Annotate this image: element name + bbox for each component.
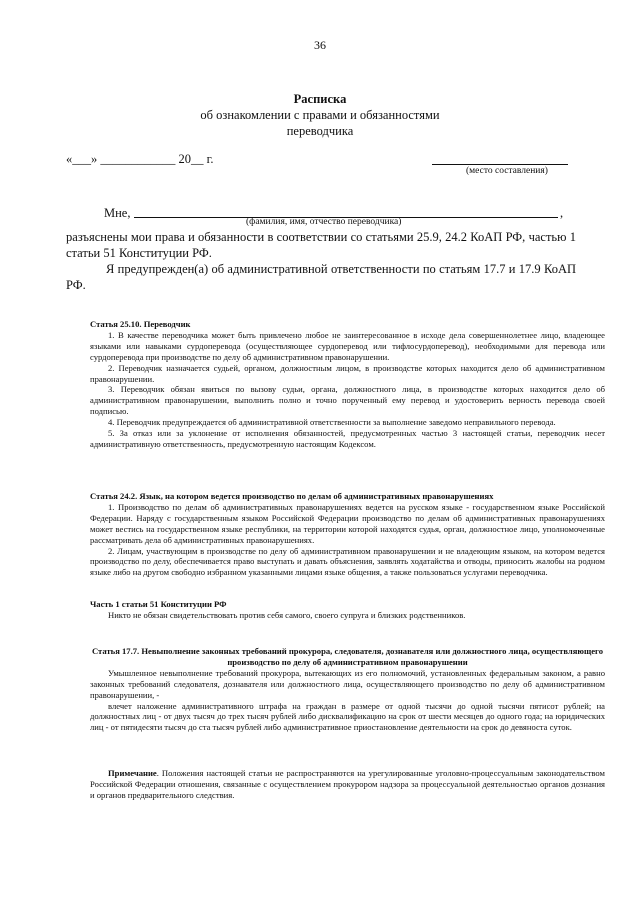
note-label: Примечание — [108, 768, 157, 778]
rights-text: разъяснены мои права и обязанности в соответствии со статьями 25.9, 24.2 КоАП РФ, частью 1 статьи 51 Конституции РФ. — [66, 230, 576, 260]
document-title: Расписка — [293, 92, 347, 106]
place-blank-line — [432, 164, 568, 165]
place-label: (место составления) — [466, 166, 548, 176]
warned-text-body: Я предупрежден(а) об административной ответственности по статьям 17.7 и 17.9 КоАП РФ. — [66, 262, 576, 292]
article-24-2-p1: 1. Производство по делам об административных правонарушениях ведется на русском языке - государственном языке Российской Федерации. Наряду с государственным языком Российской Федерации производство по делам об административных правонарушениях может вестись на государственном языке республики, на территории которой находятся судья, орган, должностное лицо, уполномоченные рассматривать дела об административных правонарушениях. — [90, 501, 605, 545]
article-17-7-p1: Умышленное невыполнение требований прокурора, вытекающих из его полномочий, установленных федеральным законом, а равно законных требований следователя, дознавателя или должностного лица, осуществляющего производство по делу об административном правонарушении, - — [90, 667, 605, 700]
article-24-2-heading: Статья 24.2. Язык, на котором ведется производство по делам об административных правонарушениях — [90, 491, 494, 501]
fio-label: (фамилия, имя, отчество переводчика) — [246, 217, 402, 227]
note-text: . Положения настоящей статьи не распространяются на урегулированные уголовно-процессуальным законодательством Российской Федерации отношения, связанные с осуществлением прокурором надзора за процессуальной деятельностью органов дознания и органов предварительного следствия. — [90, 768, 605, 800]
constitution-text: Никто не обязан свидетельствовать против себя самого, своего супруга и близких родственников. — [108, 609, 466, 620]
page-number: 36 — [314, 38, 326, 52]
article-25-10-heading: Статья 25.10. Переводчик — [90, 319, 191, 329]
article-24-2-p2: 2. Лицам, участвующим в производстве по делу об административном правонарушении и не владеющим языком, на котором ведется производство по делу, обеспечивается право выступать и давать объяснения, заявлять ходатайства и отводы, приносить жалобы на родном языке либо на другом свободно избранном указанными лицами языке общения, а также пользоваться услугами переводчика. — [90, 545, 605, 578]
article-25-10-p5: 5. За отказ или за уклонение от исполнения обязанностей, предусмотренных частью 3 настоящей статьи, переводчик несет административную ответственность, предусмотренную настоящим Кодексом. — [90, 428, 605, 449]
article-24-2 — [90, 491, 605, 578]
document-subtitle-line2: переводчика — [286, 124, 354, 138]
article-25-10-p2: 2. Переводчик назначается судьей, органом, должностным лицом, в производстве которых находится дело об административном правонарушении. — [90, 362, 605, 384]
note — [90, 768, 605, 801]
declaration-mne: Мне, — [104, 206, 131, 220]
declaration-comma: , — [560, 206, 564, 220]
document-subtitle-line1: об ознакомлении с правами и обязанностями — [200, 108, 440, 122]
article-25-10-p3: 3. Переводчик обязан явиться по вызову судьи, органа, должностного лица, в производстве которых находится дело об административном правонарушении, выполнить полно и точно порученный ему перевод и удостоверить верность перевода своей подписью. — [90, 384, 605, 417]
date-line: «___» ____________ 20__ г. — [66, 152, 214, 166]
article-25-10 — [90, 319, 605, 450]
note-paragraph — [90, 768, 605, 801]
article-17-7 — [90, 646, 605, 733]
article-25-10-p1: 1. В качестве переводчика может быть привлечено любое не заинтересованное в исходе дела совершеннолетнее лицо, владеющее языками или навыками сурдоперевода (осуществляющее сурдоперевод или тифлосурдоперевод), необходимыми для перевода или сурдоперевода при производстве по делу об административном правонарушении. — [90, 329, 605, 362]
article-17-7-p2: влечет наложение административного штрафа на граждан в размере от одной тысячи до одной тысячи пятисот рублей; на должностных лиц - от двух тысяч до трех тысяч рублей либо дисквалификацию на срок от шести месяцев до одного года; на юридических лиц - от пятидесяти тысяч до ста тысяч рублей либо административное приостановление деятельности на срок до девяноста суток. — [90, 700, 605, 733]
warned-text — [66, 262, 576, 293]
constitution-51 — [90, 599, 605, 621]
article-17-7-heading: Статья 17.7. Невыполнение законных требований прокурора, следователя, дознавателя или должностного лица, осуществляющего производство по делу об административном правонарушении — [91, 646, 604, 667]
constitution-heading: Часть 1 статьи 51 Конституции РФ — [90, 599, 227, 609]
article-25-10-p4: 4. Переводчик предупреждается об административной ответственности за выполнение заведомо неправильного перевода. — [108, 417, 556, 428]
